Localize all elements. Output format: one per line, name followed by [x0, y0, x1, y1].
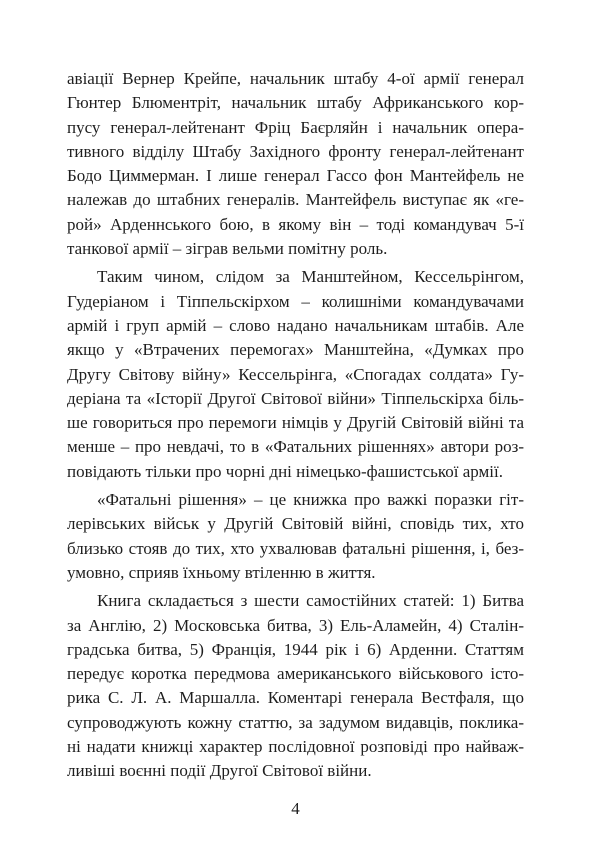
text-line: ше говориться про перемоги німців у Другій Світовій війні та	[67, 413, 524, 433]
text-line: тивного відділу Штабу Західного фронту генерал-лейтенант	[67, 141, 524, 161]
text-line: Бодо Циммерман. І лише генерал Гассо фон Мантейфель не	[67, 166, 524, 186]
text-line: Гюнтер Блюментріт, начальник штабу Африканського кор-	[67, 93, 524, 113]
text-line: супроводжують кожну статтю, за задумом видавців, поклика-	[67, 712, 524, 732]
text-line: повідають тільки про чорні дні німецько-фашистської армії.	[67, 461, 504, 481]
text-line: менше – про невдачі, то в «Фатальних рішеннях» автори роз-	[67, 437, 524, 457]
text-line: градська битва, 5) Франція, 1944 рік і 6) Арденни. Статтям	[67, 639, 524, 659]
text-line: рика С. Л. А. Маршалла. Коментарі генерала Вестфаля, що	[67, 688, 524, 708]
page-number: 4	[291, 799, 300, 818]
text-line: умовно, сприяв їхньому втіленню в життя.	[67, 562, 376, 582]
text-line: Таким чином, слідом за Манштейном, Кессельрінгом,	[97, 267, 524, 287]
text-line: Книга складається з шести самостійних статей: 1) Битва	[97, 591, 524, 611]
text-line: якщо у «Втрачених перемогах» Манштейна, «Думках про	[67, 340, 524, 360]
text-line: передує коротка передмова американського військового істо-	[67, 664, 524, 684]
text-line: танкової армії – зіграв вельми помітну роль.	[67, 239, 388, 259]
paragraph	[67, 265, 524, 484]
text-block	[67, 67, 524, 788]
paragraph	[67, 488, 524, 585]
text-line: армій і груп армій – слово надано начальникам штабів. Але	[67, 315, 524, 335]
text-line: пусу генерал-лейтенант Фріц Баєрляйн і начальник опера-	[67, 117, 524, 137]
text-line: ливіші воєнні події Другої Світової війни.	[67, 761, 372, 781]
text-line: належав до штабних генералів. Мантейфель виступає як «ге-	[67, 190, 524, 210]
text-line: деріана та «Історії Другої Світової війни» Тіппельскірха біль-	[67, 388, 524, 408]
text-line: близько стояв до тих, хто ухвалював фатальні рішення, і, без-	[67, 538, 524, 558]
text-line: Гудеріаном і Тіппельскірхом – колишніми командувачами	[67, 291, 524, 311]
text-line: Другу Світову війну» Кессельрінга, «Спогадах солдата» Гу-	[67, 364, 524, 384]
text-line: рой» Арденнського бою, в якому він – тоді командувач 5-ї	[67, 214, 524, 234]
paragraph	[67, 67, 524, 261]
text-line: «Фатальні рішення» – це книжка про важкі поразки гіт-	[97, 490, 524, 510]
paragraph	[67, 589, 524, 783]
text-line: за Англію, 2) Московська битва, 3) Ель-Аламейн, 4) Сталін-	[67, 615, 524, 635]
text-line: авіації Вернер Крейпе, начальник штабу 4-ої армії генерал	[67, 69, 524, 88]
text-line: ні надати книжці характер послідовної розповіді про найваж-	[67, 737, 524, 757]
text-line: лерівських військ у Другій Світовій війні, сповідь тих, хто	[67, 514, 524, 534]
